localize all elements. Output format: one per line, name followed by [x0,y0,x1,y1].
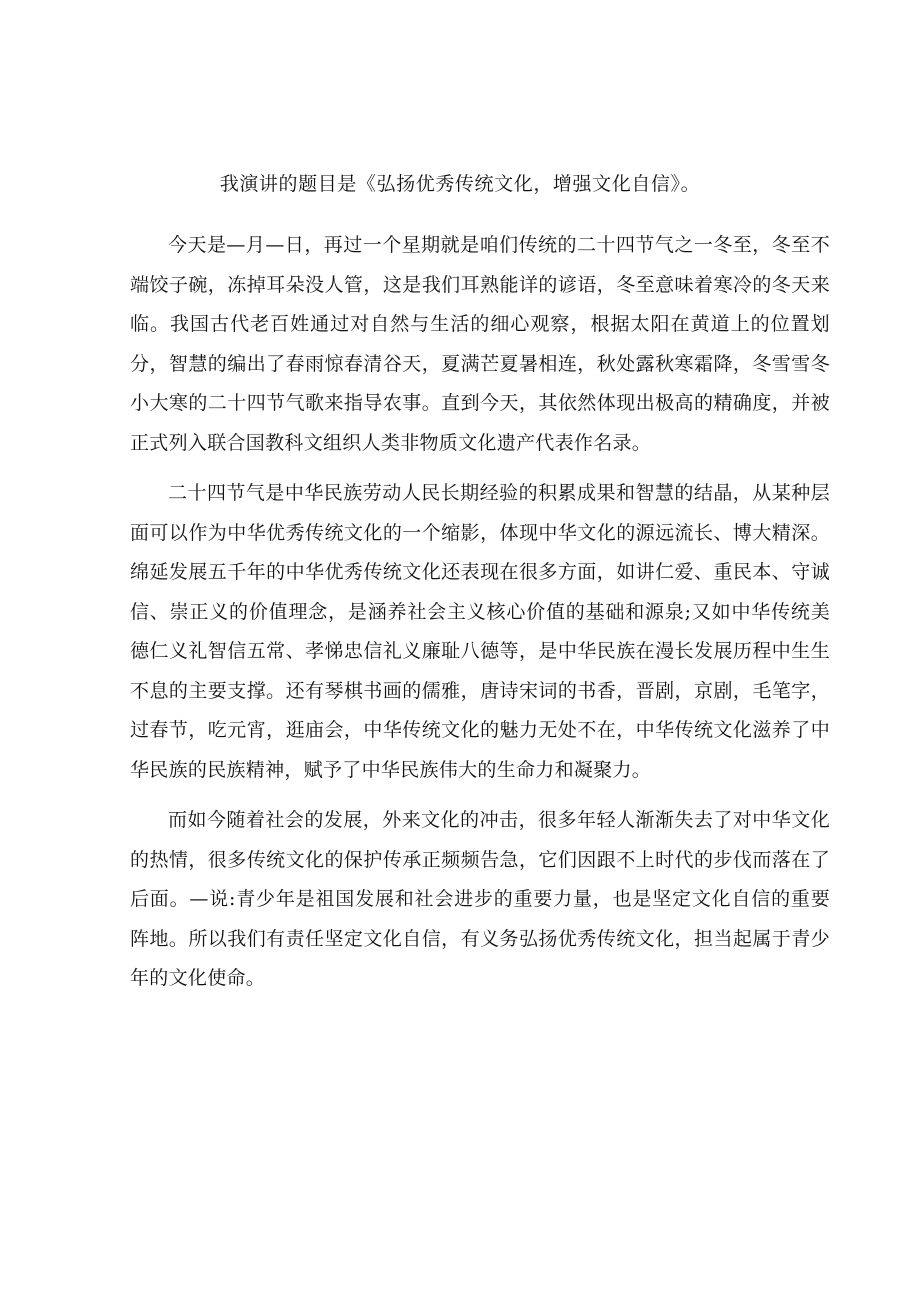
paragraph-traditional-culture: 二十四节气是中华民族劳动人民长期经验的积累成果和智慧的结晶，从某种层面可以作为中华优秀传统文化的一个缩影，体现中华文化的源远流长、博大精深。绵延发展五千年的中华优秀传统文化还表现在很多方面，如讲仁爱、重民本、守诚信、崇正义的价值理念，是涵养社会主义核心价值的基础和源泉;又如中华传统美德仁义礼智信五常、孝悌忠信礼义廉耻八德等，是中华民族在漫长发展历程中生生不息的主要支撑。还有琴棋书画的儒雅，唐诗宋词的书香，晋剧，京剧，毛笔字，过春节，吃元宵，逛庙会，中华传统文化的魅力无处不在，中华传统文化滋养了中华民族的民族精神，赋予了中华民族伟大的生命力和凝聚力。 [130,482,830,781]
document-body [130,226,830,1010]
paragraph-solar-terms-intro: 今天是—月—日，再过一个星期就是咱们传统的二十四节气之一冬至，冬至不端饺子碗，冻掉耳朵没人管，这是我们耳熟能详的谚语，冬至意味着寒冷的冬天来临。我国古代老百姓通过对自然与生活的细心观察，根据太阳在黄道上的位置划分，智慧的编出了春雨惊春清谷天，夏满芒夏暑相连，秋处露秋寒霜降，冬雪雪冬小大寒的二十四节气歌来指导农事。直到今天，其依然体现出极高的精确度，并被正式列入联合国教科文组织人类非物质文化遗产代表作名录。 [130,234,830,454]
paragraph-youth-responsibility: 而如今随着社会的发展，外来文化的冲击，很多年轻人渐渐失去了对中华文化的热情，很多传统文化的保护传承正频频告急，它们因跟不上时代的步伐而落在了后面。—说:青少年是祖国发展和社会进步的重要力量，也是坚定文化自信的重要阵地。所以我们有责任坚定文化自信，有义务弘扬优秀传统文化，担当起属于青少年的文化使命。 [130,809,830,989]
speech-title: 我演讲的题目是《弘扬优秀传统文化，增强文化自信》。 [219,173,701,195]
